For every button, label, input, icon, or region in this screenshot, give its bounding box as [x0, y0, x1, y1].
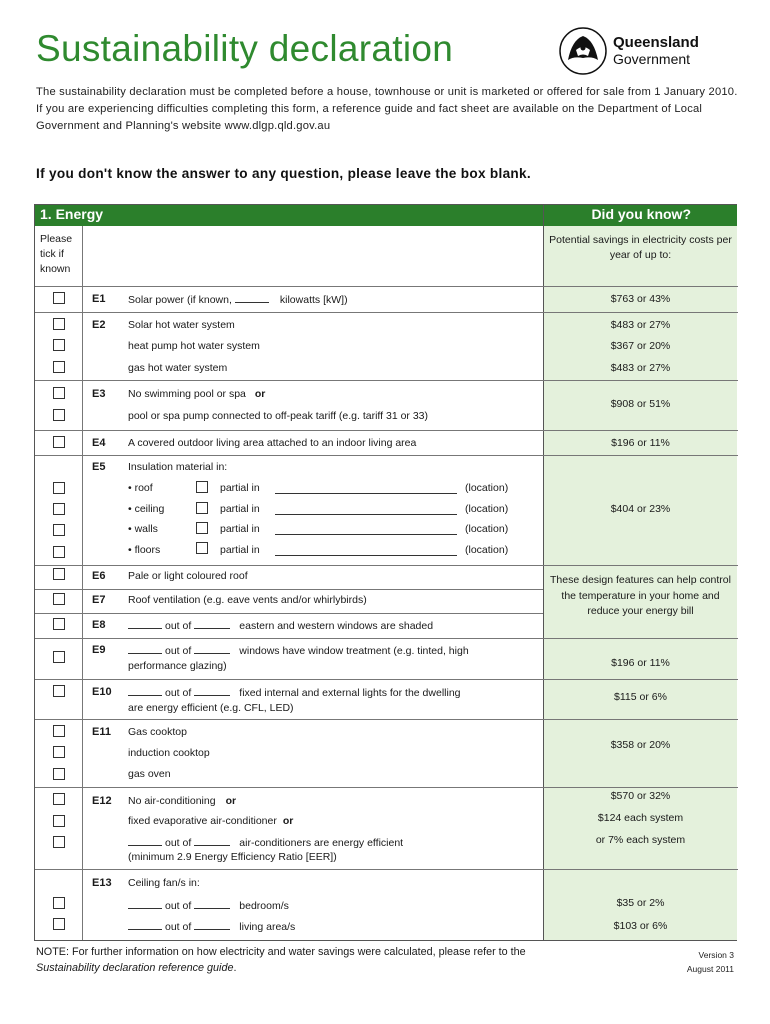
- e12-or-1: or: [225, 795, 237, 807]
- e4-saving: $196 or 11%: [611, 437, 670, 449]
- e5-roof-partial-checkbox[interactable]: [196, 481, 208, 493]
- e3-code: E3: [92, 388, 106, 400]
- e13-bedroom-checkbox[interactable]: [53, 897, 65, 909]
- row-divider: [35, 380, 738, 381]
- please-tick-label: Please tick if known: [40, 233, 73, 275]
- e5-walls-partial-label: partial in: [220, 523, 260, 535]
- logo-text-queensland: Queensland: [613, 34, 699, 51]
- e9-count-blank[interactable]: [128, 644, 162, 654]
- e2-saving-2: $367 or 20%: [610, 340, 671, 352]
- e3-saving: $908 or 51%: [610, 398, 671, 410]
- instruction-text: If you don't know the answer to any question, please leave the box blank.: [36, 166, 531, 181]
- e5-roof-checkbox[interactable]: [53, 482, 65, 494]
- potential-savings-label: Potential savings in electricity costs per year of up to:: [549, 234, 732, 261]
- e4-text: A covered outdoor living area attached to an indoor living area: [128, 437, 417, 449]
- e5-walls-partial-checkbox[interactable]: [196, 522, 208, 534]
- e10-checkbox[interactable]: [53, 685, 65, 697]
- e1-text-a: Solar power (if known,: [128, 294, 232, 306]
- e5-roof-location-line[interactable]: [275, 493, 457, 494]
- e7-checkbox[interactable]: [53, 593, 65, 605]
- e1-kw-blank[interactable]: [235, 293, 269, 303]
- e3-option-2: pool or spa pump connected to off-peak tariff (e.g. tariff 31 or 33): [128, 410, 429, 422]
- e2-gas-checkbox[interactable]: [53, 361, 65, 373]
- e7-code: E7: [92, 594, 106, 606]
- e12-saving-1: $570 or 32%: [610, 790, 671, 802]
- reference-guide-title: Sustainability declaration reference guide: [36, 962, 234, 974]
- column-divider: [82, 226, 83, 940]
- e10-count-blank[interactable]: [128, 686, 162, 696]
- e12-total-blank[interactable]: [194, 836, 230, 846]
- e10-saving: $115 or 6%: [614, 691, 667, 703]
- e12-option-2-text: fixed evaporative air-conditioner: [128, 815, 277, 827]
- row-divider: [35, 679, 738, 680]
- intro-paragraph-1: The sustainability declaration must be completed before a house, townhouse or unit is marketed or offered for sale from 1 January 2010.: [36, 86, 738, 98]
- e8-out-of: out of: [165, 620, 192, 632]
- e1-code: E1: [92, 293, 106, 305]
- e5-ceiling-location-line[interactable]: [275, 514, 457, 515]
- e11-option-3: gas oven: [128, 768, 171, 780]
- e5-floors-partial-label: partial in: [220, 544, 260, 556]
- e13-code: E13: [92, 877, 112, 889]
- row-divider: [35, 455, 738, 456]
- coat-of-arms-icon: [558, 26, 608, 76]
- e10-text-b: are energy efficient (e.g. CFL, LED): [128, 702, 294, 714]
- footnote-period: .: [233, 962, 237, 974]
- e11-option-2: induction cooktop: [128, 747, 210, 759]
- e12-option-1-text: No air-conditioning: [128, 795, 216, 807]
- energy-table: [34, 204, 737, 941]
- row-divider: [35, 613, 543, 614]
- e12-evaporative-checkbox[interactable]: [53, 815, 65, 827]
- row-divider: [35, 638, 738, 639]
- e13-saving-1: $35 or 2%: [616, 897, 665, 909]
- e2-code: E2: [92, 319, 106, 331]
- e12-option-3-b: (minimum 2.9 Energy Efficiency Ratio [EER]): [128, 851, 337, 863]
- e13-living-total-blank[interactable]: [194, 920, 230, 930]
- e11-option-1: Gas cooktop: [128, 726, 187, 738]
- e2-option-2: heat pump hot water system: [128, 340, 260, 352]
- e8-code: E8: [92, 619, 106, 631]
- e7-text: Roof ventilation (e.g. eave vents and/or whirlybirds): [128, 594, 367, 606]
- e9-total-blank[interactable]: [194, 644, 230, 654]
- e13-option-2: [128, 920, 295, 933]
- e6-text: Pale or light coloured roof: [128, 570, 248, 582]
- footnote: [36, 944, 596, 976]
- e1-saving: $763 or 43%: [610, 293, 671, 305]
- e12-or-2: or: [282, 815, 294, 827]
- e5-ceiling-location-label: (location): [465, 503, 509, 515]
- e13-text: Ceiling fan/s in:: [128, 877, 200, 889]
- row-divider: [35, 565, 738, 566]
- e12-count-blank[interactable]: [128, 836, 162, 846]
- e4-code: E4: [92, 437, 106, 449]
- e11-saving: $358 or 20%: [610, 739, 671, 751]
- e9-text-a: [128, 644, 469, 657]
- e6-code: E6: [92, 570, 106, 582]
- e5-roof-partial-label: partial in: [220, 482, 260, 494]
- page-title: Sustainability declaration: [36, 28, 454, 69]
- e2-saving-1: $483 or 27%: [610, 319, 671, 331]
- e13-living-checkbox[interactable]: [53, 918, 65, 930]
- e5-floors-label: • floors: [128, 544, 161, 556]
- did-you-know-header: Did you know?: [544, 205, 737, 226]
- e2-option-1: Solar hot water system: [128, 319, 235, 331]
- e13-bedroom-total-blank[interactable]: [194, 899, 230, 909]
- e5-ceiling-partial-checkbox[interactable]: [196, 502, 208, 514]
- e10-code: E10: [92, 686, 112, 698]
- e5-roof-label: • roof: [128, 482, 153, 494]
- footnote-text: NOTE: For further information on how electricity and water savings were calculated, please refer to the: [36, 946, 526, 958]
- logo-text-government: Government: [613, 51, 691, 67]
- e1-text: [128, 293, 348, 306]
- e11-code: E11: [92, 726, 111, 738]
- e5-walls-label: • walls: [128, 523, 158, 535]
- e2-option-3: gas hot water system: [128, 362, 228, 374]
- e8-total-blank[interactable]: [194, 619, 230, 629]
- e8-description: eastern and western windows are shaded: [239, 620, 434, 632]
- e5-ceiling-label: • ceiling: [128, 503, 165, 515]
- version-number: Version 3: [698, 950, 734, 960]
- e13-saving-2: $103 or 6%: [613, 920, 668, 932]
- e9-code: E9: [92, 644, 106, 656]
- e4-checkbox[interactable]: [53, 436, 65, 448]
- e8-count-blank[interactable]: [128, 619, 162, 629]
- e5-roof-location-label: (location): [465, 482, 509, 494]
- e12-saving-3: or 7% each system: [595, 834, 686, 846]
- e12-code: E12: [92, 795, 112, 807]
- energy-section-header: 1. Energy: [35, 205, 543, 226]
- e1-text-b: kilowatts [kW]): [279, 294, 348, 306]
- e12-saving-2: $124 each system: [597, 812, 684, 824]
- e9-out-of: out of: [165, 645, 192, 657]
- e3-option-1-text: No swimming pool or spa: [128, 388, 246, 400]
- version-info: [660, 948, 734, 976]
- e9-checkbox[interactable]: [53, 651, 65, 663]
- e8-checkbox[interactable]: [53, 618, 65, 630]
- e9-description-a: windows have window treatment (e.g. tinted, high: [239, 645, 469, 657]
- row-divider: [35, 719, 738, 720]
- e10-description-a: fixed internal and external lights for the dwelling: [239, 687, 461, 699]
- e5-saving: $404 or 23%: [610, 503, 671, 515]
- e2-solar-checkbox[interactable]: [53, 318, 65, 330]
- e5-walls-checkbox[interactable]: [53, 524, 65, 536]
- e12-out-of: out of: [165, 837, 192, 849]
- e5-floors-checkbox[interactable]: [53, 546, 65, 558]
- intro-text: [36, 84, 741, 135]
- queensland-government-logo: [558, 26, 718, 76]
- e5-floors-location-line[interactable]: [275, 555, 457, 556]
- e10-text-a: [128, 686, 461, 699]
- e13-living-label: living area/s: [239, 921, 296, 933]
- e12-description-a: air-conditioners are energy efficient: [239, 837, 404, 849]
- row-divider: [35, 869, 738, 870]
- e12-efficient-ac-checkbox[interactable]: [53, 836, 65, 848]
- e3-pump-checkbox[interactable]: [53, 409, 65, 421]
- e9-text-b: performance glazing): [128, 660, 227, 672]
- e12-option-1: [128, 795, 236, 807]
- e10-out-of: out of: [165, 687, 192, 699]
- row-divider: [35, 312, 738, 313]
- row-divider: [35, 589, 543, 590]
- e6-checkbox[interactable]: [53, 568, 65, 580]
- e13-option-1: [128, 899, 289, 912]
- version-date: August 2011: [686, 964, 734, 974]
- e5-walls-location-line[interactable]: [275, 534, 457, 535]
- e1-checkbox[interactable]: [53, 292, 65, 304]
- e11-induction-checkbox[interactable]: [53, 746, 65, 758]
- row-divider: [35, 430, 738, 431]
- e13-bedroom-label: bedroom/s: [239, 900, 289, 912]
- e3-no-pool-checkbox[interactable]: [53, 387, 65, 399]
- e5-ceiling-checkbox[interactable]: [53, 503, 65, 515]
- e13-living-out-of: out of: [165, 921, 192, 933]
- e5-walls-location-label: (location): [465, 523, 509, 535]
- e3-or: or: [254, 388, 266, 400]
- e5-ceiling-partial-label: partial in: [220, 503, 260, 515]
- design-features-note: These design features can help control the temperature in your home and reduce your energy bill: [550, 574, 731, 617]
- e11-gas-oven-checkbox[interactable]: [53, 768, 65, 780]
- e12-no-ac-checkbox[interactable]: [53, 793, 65, 805]
- row-divider: [35, 787, 738, 788]
- e12-option-2: [128, 815, 293, 827]
- e13-bedroom-count-blank[interactable]: [128, 899, 162, 909]
- e12-option-3: [128, 836, 403, 849]
- e10-total-blank[interactable]: [194, 686, 230, 696]
- e8-text: [128, 619, 433, 632]
- e5-text: Insulation material in:: [128, 461, 228, 473]
- e9-saving: $196 or 11%: [611, 657, 670, 669]
- e5-floors-partial-checkbox[interactable]: [196, 542, 208, 554]
- intro-paragraph-2: If you are experiencing difficulties completing this form, a reference guide and fact sheet are available on the Department of Local Government and Planning's website www.dlgp.qld.gov.au: [36, 103, 703, 132]
- e13-living-count-blank[interactable]: [128, 920, 162, 930]
- e5-code: E5: [92, 461, 106, 473]
- e3-option-1: [128, 388, 265, 400]
- e2-heat-pump-checkbox[interactable]: [53, 339, 65, 351]
- row-divider: [35, 286, 738, 287]
- e5-floors-location-label: (location): [465, 544, 509, 556]
- e13-bedroom-out-of: out of: [165, 900, 192, 912]
- e2-saving-3: $483 or 27%: [610, 362, 671, 374]
- e11-gas-cooktop-checkbox[interactable]: [53, 725, 65, 737]
